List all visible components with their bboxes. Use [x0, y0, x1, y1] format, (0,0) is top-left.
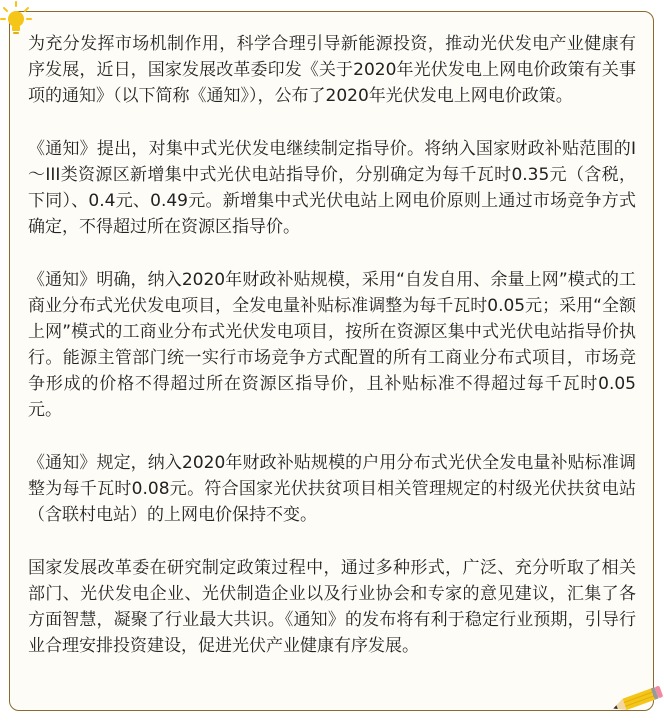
article-paragraph: 国家发展改革委在研究制定政策过程中，通过多种形式，广泛、充分听取了相关部门、光伏发电企业、光伏制造企业以及行业协会和专家的意见建议，汇集了各方面智慧，凝聚了行业最大共识。《通知》的发布将有利于稳定行业预期，引导行业合理安排投资建设，促进光伏产业健康有序发展。	[28, 558, 636, 656]
pencil-icon	[604, 681, 664, 721]
article-paragraph: 为充分发挥市场机制作用，科学合理引导新能源投资，推动光伏发电产业健康有序发展，近日，国家发展改革委印发《关于2020年光伏发电上网电价政策有关事项的通知》（以下简称《通知》），公布了2020年光伏发电上网电价政策。	[28, 34, 636, 106]
article-paragraph: 《通知》规定，纳入2020年财政补贴规模的户用分布式光伏全发电量补贴标准调整为每千瓦时0.08元。符合国家光伏扶贫项目相关管理规定的村级光伏扶贫电站（含联村电站）的上网电价保持不变。	[28, 453, 636, 525]
article-body	[28, 31, 636, 659]
article-paragraph: 《通知》提出，对集中式光伏发电继续制定指导价。将纳入国家财政补贴范围的I～III类资源区新增集中式光伏电站指导价，分别确定为每千瓦时0.35元（含税，下同）、0.4元、0.49元。新增集中式光伏电站上网电价原则上通过市场竞争方式确定，不得超过所在资源区指导价。	[28, 139, 636, 237]
article-paragraph: 《通知》明确，纳入2020年财政补贴规模，采用“自发自用、余量上网”模式的工商业分布式光伏发电项目，全发电量补贴标准调整为每千瓦时0.05元；采用“全额上网”模式的工商业分布式光伏发电项目，按所在资源区集中式光伏电站指导价执行。能源主管部门统一实行市场竞争方式配置的所有工商业分布式项目，市场竞争形成的价格不得超过所在资源区指导价，且补贴标准不得超过每千瓦时0.05元。	[28, 270, 636, 420]
